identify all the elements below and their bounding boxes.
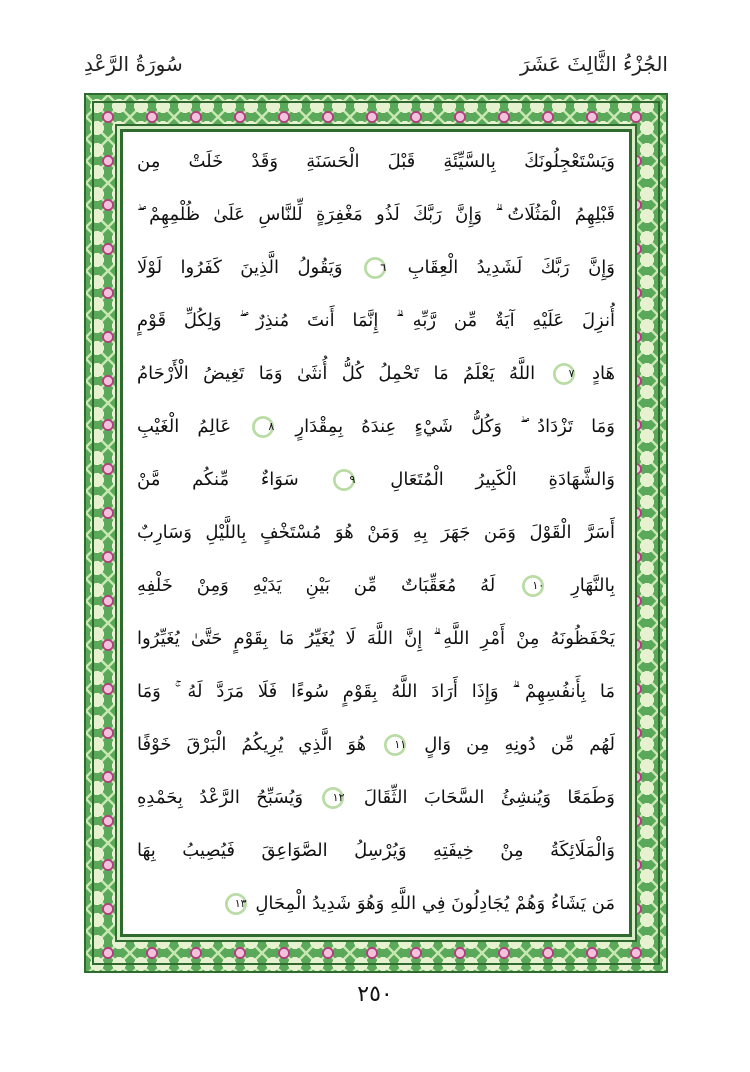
line-text: لَهُ مُعَقِّبَاتٌ مِّن بَيْنِ يَدَيْهِ وَمِنْ خَلْفِهِ: [137, 575, 496, 596]
text-line: [137, 723, 615, 767]
text-line: [137, 299, 615, 343]
line-text: وَالْمَلَائِكَةُ مِنْ خِيفَتِهِ وَيُرْسِلُ الصَّوَاعِقَ فَيُصِيبُ بِهَا: [137, 840, 615, 861]
ayah-number-marker: ١٣: [225, 893, 247, 915]
text-line: [137, 776, 615, 820]
text-line: [137, 617, 615, 661]
ayah-number-marker: ١١: [384, 734, 406, 756]
line-text: يَحْفَظُونَهُ مِنْ أَمْرِ اللَّهِ ۗ إِنَّ اللَّهَ لَا يُغَيِّرُ مَا بِقَوْمٍ حَتَّىٰ يُغَيِّرُوا: [137, 628, 615, 649]
line-text: سَوَاءٌ مِّنكُم مَّنْ: [137, 469, 299, 490]
text-line: [137, 670, 615, 714]
text-line: [137, 405, 615, 449]
line-text: وَالشَّهَادَةِ الْكَبِيرُ الْمُتَعَالِ: [390, 469, 615, 490]
line-text: وَمَا تَزْدَادُ ۖ وَكُلُّ شَيْءٍ عِندَهُ بِمِقْدَارٍ: [295, 416, 615, 437]
line-text: قَبْلِهِمُ الْمَثُلَاتُ ۗ وَإِنَّ رَبَّكَ لَذُو مَغْفِرَةٍ لِّلنَّاسِ عَلَىٰ ظُلْمِهِمْ ۖ: [137, 204, 615, 225]
ayah-number-marker: ١٠: [522, 575, 544, 597]
line-text: مَن يَشَاءُ وَهُمْ يُجَادِلُونَ فِي اللَّهِ وَهُوَ شَدِيدُ الْمِحَالِ: [255, 893, 615, 914]
verse-lines: [137, 140, 615, 926]
line-text: هَادٍ: [592, 363, 615, 384]
text-line: [137, 458, 615, 502]
surah-title: سُورَةُ الرَّعْدِ: [84, 52, 183, 76]
line-text: وَيُسَبِّحُ الرَّعْدُ بِحَمْدِهِ: [137, 787, 304, 808]
line-text: مَا بِأَنفُسِهِمْ ۗ وَإِذَا أَرَادَ اللَّهُ بِقَوْمٍ سُوءًا فَلَا مَرَدَّ لَهُ ۚ وَمَا: [137, 681, 615, 702]
text-line: [137, 246, 615, 290]
line-text: هُوَ الَّذِي يُرِيكُمُ الْبَرْقَ خَوْفًا: [137, 734, 367, 755]
line-text: وَيَسْتَعْجِلُونَكَ بِالسَّيِّئَةِ قَبْلَ الْحَسَنَةِ وَقَدْ خَلَتْ مِن: [137, 151, 615, 172]
page-number: ٢٥٠: [357, 982, 393, 1007]
ayah-number-marker: ١٢: [322, 787, 344, 809]
ayah-number-marker: ٩: [333, 469, 355, 491]
line-text: أُنزِلَ عَلَيْهِ آيَةٌ مِّن رَّبِّهِ ۗ إِنَّمَا أَنتَ مُنذِرٌ ۖ وَلِكُلِّ قَوْمٍ: [137, 310, 615, 331]
line-text: اللَّهُ يَعْلَمُ مَا تَحْمِلُ كُلُّ أُنثَىٰ وَمَا تَغِيضُ الْأَرْحَامُ: [137, 363, 536, 384]
ayah-number-marker: ٨: [252, 416, 274, 438]
text-line: [137, 352, 615, 396]
line-text: أَسَرَّ الْقَوْلَ وَمَن جَهَرَ بِهِ وَمَنْ هُوَ مُسْتَخْفٍ بِاللَّيْلِ وَسَارِبٌ: [137, 522, 615, 543]
text-line: [137, 193, 615, 237]
line-text: وَيَقُولُ الَّذِينَ كَفَرُوا لَوْلَا: [137, 257, 343, 278]
text-panel: [120, 129, 632, 937]
text-line: [137, 511, 615, 555]
text-line: [137, 882, 615, 926]
page-header: [84, 52, 668, 88]
juz-title: الجُزْءُ الثَّالِثَ عَشَرَ: [519, 52, 668, 76]
text-line: [137, 829, 615, 873]
ayah-number-marker: ٧: [553, 363, 575, 385]
text-line: [137, 140, 615, 184]
ayah-number-marker: ٦: [364, 257, 386, 279]
line-text: عَالِمُ الْغَيْبِ: [137, 416, 232, 437]
ornamental-border: [84, 93, 668, 973]
line-text: لَهُم مِّن دُونِهِ مِن وَالٍ: [424, 734, 615, 755]
line-text: وَإِنَّ رَبَّكَ لَشَدِيدُ الْعِقَابِ: [407, 257, 615, 278]
text-line: [137, 564, 615, 608]
line-text: بِالنَّهَارِ: [571, 575, 615, 596]
line-text: وَطَمَعًا وَيُنشِئُ السَّحَابَ الثِّقَالَ: [363, 787, 615, 808]
